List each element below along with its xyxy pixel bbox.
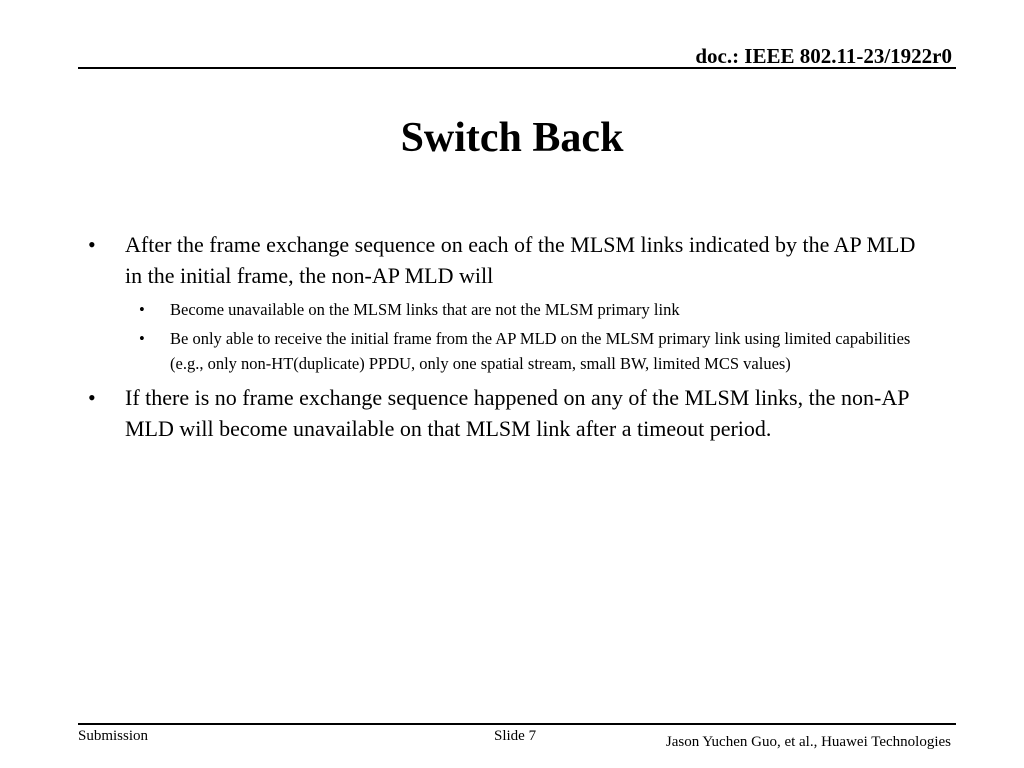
sub-bullet-item (139, 297, 920, 322)
sub-bullet-marker: • (139, 329, 145, 348)
footer-authors: Jason Yuchen Guo, et al., Huawei Technologies (665, 734, 951, 750)
bullet-text: After the frame exchange sequence on each of the MLSM links indicated by the AP MLD in the initial frame, the non-AP MLD will (125, 232, 916, 288)
slide-title: Switch Back (400, 115, 624, 161)
sub-bullet-text: Become unavailable on the MLSM links that are not the MLSM primary link (170, 300, 680, 319)
sub-bullet-marker: • (139, 300, 145, 319)
bullet-item (88, 229, 935, 376)
bullet-marker: • (88, 232, 96, 257)
sub-bullet-text: Be only able to receive the initial frame from the AP MLD on the MLSM primary link using limited capabilities (e.g., only non-HT(duplicate) PPDU, only one spatial stream, small BW, limited MCS values) (170, 329, 911, 373)
sub-bullet-item (139, 326, 920, 376)
sub-bullet-list (125, 297, 935, 376)
header-divider (78, 67, 956, 69)
footer-slide-number: Slide 7 (494, 728, 537, 744)
bullet-item (88, 382, 935, 444)
bullet-marker: • (88, 385, 96, 410)
footer-submission: Submission (78, 728, 149, 744)
bullet-list (0, 229, 1024, 444)
bullet-text: If there is no frame exchange sequence happened on any of the MLSM links, the non-AP MLD will become unavailable on that MLSM link after a timeout period. (125, 385, 909, 441)
footer-divider (78, 723, 956, 725)
document-id: doc.: IEEE 802.11-23/1922r0 (695, 44, 952, 68)
